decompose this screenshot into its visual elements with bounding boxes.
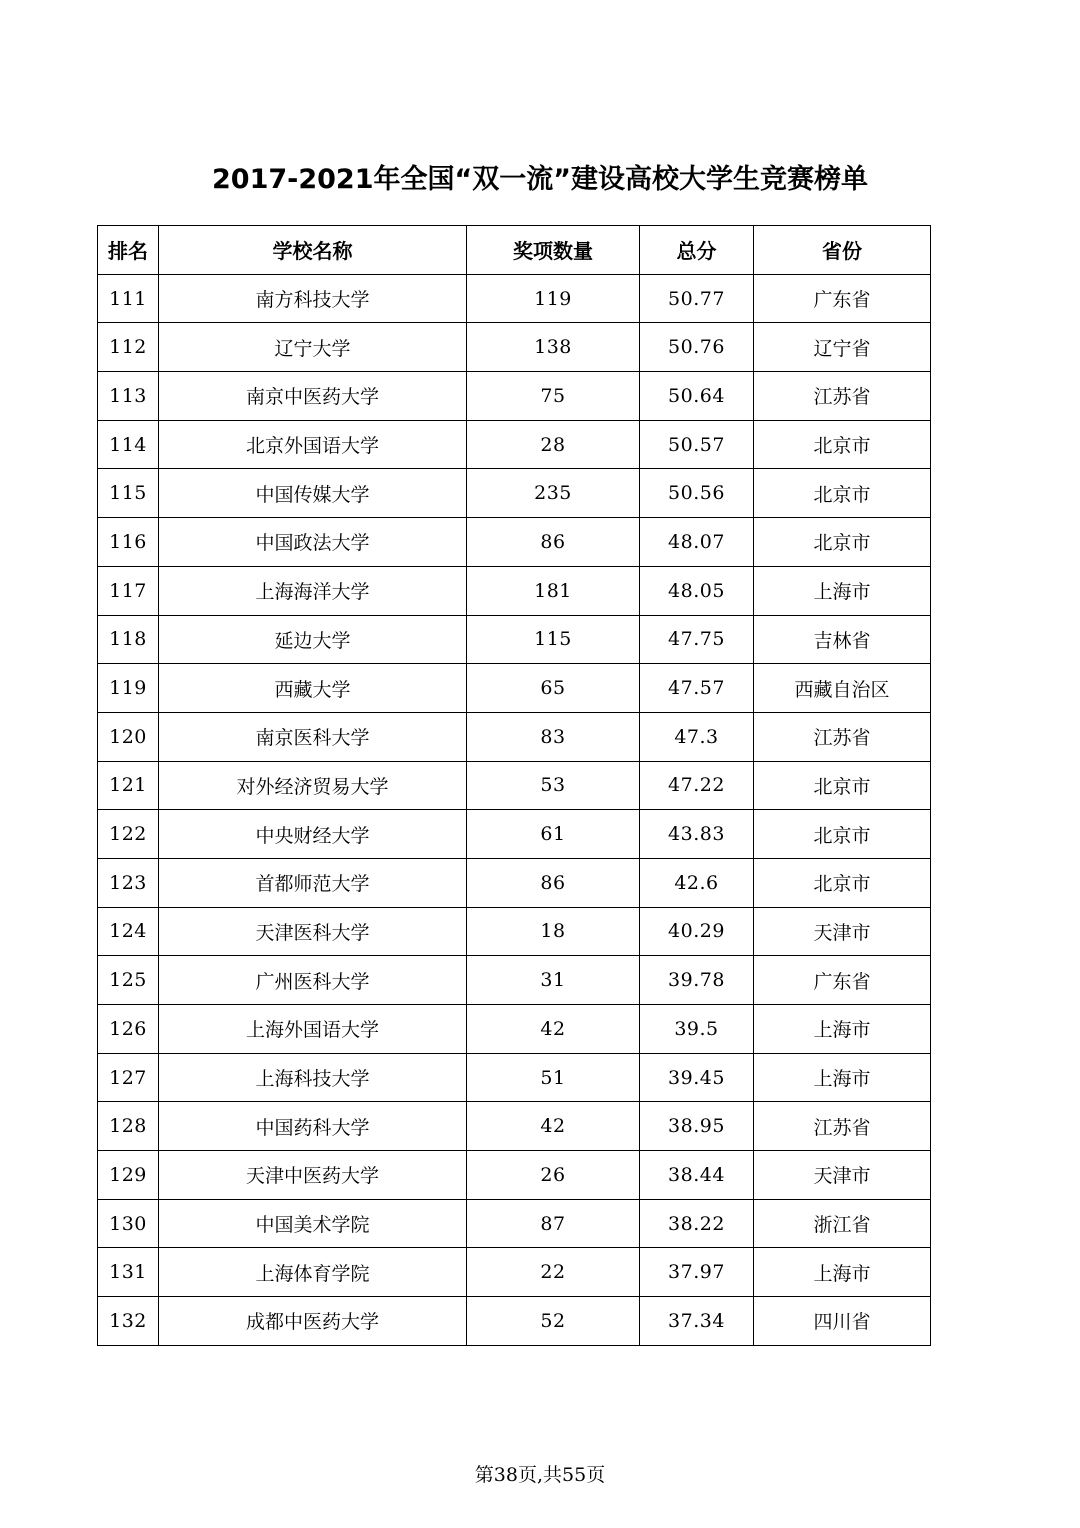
table-row [98, 1199, 931, 1248]
cell-rank: 129 [98, 1151, 159, 1200]
column-header-awards: 奖项数量 [467, 226, 640, 275]
table-row [98, 810, 931, 859]
cell-school: 中国美术学院 [159, 1199, 467, 1248]
cell-school: 上海科技大学 [159, 1053, 467, 1102]
column-header-rank: 排名 [98, 226, 159, 275]
cell-school: 中国传媒大学 [159, 469, 467, 518]
cell-score: 43.83 [640, 810, 754, 859]
table-row [98, 323, 931, 372]
cell-rank: 130 [98, 1199, 159, 1248]
cell-score: 47.22 [640, 761, 754, 810]
cell-rank: 117 [98, 566, 159, 615]
cell-rank: 116 [98, 518, 159, 567]
cell-awards: 42 [467, 1005, 640, 1054]
cell-province: 上海市 [754, 1248, 931, 1297]
cell-province: 北京市 [754, 420, 931, 469]
cell-rank: 122 [98, 810, 159, 859]
cell-awards: 83 [467, 712, 640, 761]
cell-score: 39.45 [640, 1053, 754, 1102]
table-row [98, 1151, 931, 1200]
cell-score: 50.56 [640, 469, 754, 518]
cell-province: 四川省 [754, 1297, 931, 1346]
cell-awards: 42 [467, 1102, 640, 1151]
table-row [98, 469, 931, 518]
cell-score: 50.76 [640, 323, 754, 372]
table-row [98, 956, 931, 1005]
cell-score: 50.64 [640, 372, 754, 421]
cell-awards: 86 [467, 518, 640, 567]
column-header-school: 学校名称 [159, 226, 467, 275]
cell-school: 对外经济贸易大学 [159, 761, 467, 810]
cell-awards: 31 [467, 956, 640, 1005]
cell-rank: 119 [98, 664, 159, 713]
ranking-table [97, 225, 931, 1346]
cell-province: 上海市 [754, 1005, 931, 1054]
table-row [98, 1005, 931, 1054]
cell-school: 上海外国语大学 [159, 1005, 467, 1054]
table-row [98, 712, 931, 761]
table-header-row [98, 226, 931, 275]
cell-rank: 127 [98, 1053, 159, 1102]
page-number: 第38页,共55页 [474, 1464, 606, 1486]
cell-rank: 128 [98, 1102, 159, 1151]
cell-school: 首都师范大学 [159, 858, 467, 907]
cell-school: 西藏大学 [159, 664, 467, 713]
cell-province: 上海市 [754, 1053, 931, 1102]
cell-rank: 126 [98, 1005, 159, 1054]
cell-awards: 86 [467, 858, 640, 907]
cell-score: 38.95 [640, 1102, 754, 1151]
cell-school: 辽宁大学 [159, 323, 467, 372]
cell-awards: 181 [467, 566, 640, 615]
cell-rank: 132 [98, 1297, 159, 1346]
cell-school: 天津医科大学 [159, 907, 467, 956]
cell-awards: 65 [467, 664, 640, 713]
cell-province: 江苏省 [754, 712, 931, 761]
cell-awards: 61 [467, 810, 640, 859]
cell-province: 广东省 [754, 956, 931, 1005]
cell-school: 成都中医药大学 [159, 1297, 467, 1346]
cell-score: 38.22 [640, 1199, 754, 1248]
table-row [98, 1297, 931, 1346]
table-row [98, 907, 931, 956]
cell-province: 辽宁省 [754, 323, 931, 372]
cell-score: 39.5 [640, 1005, 754, 1054]
cell-school: 中央财经大学 [159, 810, 467, 859]
cell-province: 广东省 [754, 274, 931, 323]
table-body [98, 274, 931, 1345]
cell-awards: 26 [467, 1151, 640, 1200]
cell-school: 广州医科大学 [159, 956, 467, 1005]
cell-awards: 53 [467, 761, 640, 810]
cell-school: 南方科技大学 [159, 274, 467, 323]
cell-awards: 75 [467, 372, 640, 421]
column-header-score: 总分 [640, 226, 754, 275]
cell-province: 浙江省 [754, 1199, 931, 1248]
cell-rank: 115 [98, 469, 159, 518]
table-row [98, 518, 931, 567]
cell-rank: 114 [98, 420, 159, 469]
cell-province: 西藏自治区 [754, 664, 931, 713]
cell-rank: 112 [98, 323, 159, 372]
cell-awards: 119 [467, 274, 640, 323]
cell-score: 37.97 [640, 1248, 754, 1297]
cell-awards: 115 [467, 615, 640, 664]
cell-awards: 87 [467, 1199, 640, 1248]
cell-score: 40.29 [640, 907, 754, 956]
table-row [98, 664, 931, 713]
cell-province: 天津市 [754, 1151, 931, 1200]
cell-province: 江苏省 [754, 1102, 931, 1151]
cell-awards: 52 [467, 1297, 640, 1346]
cell-school: 上海海洋大学 [159, 566, 467, 615]
cell-rank: 113 [98, 372, 159, 421]
cell-score: 38.44 [640, 1151, 754, 1200]
cell-rank: 118 [98, 615, 159, 664]
cell-province: 北京市 [754, 858, 931, 907]
page-title: 2017-2021年全国“双一流”建设高校大学生竞赛榜单 [212, 164, 868, 195]
cell-score: 50.57 [640, 420, 754, 469]
cell-score: 37.34 [640, 1297, 754, 1346]
cell-school: 中国药科大学 [159, 1102, 467, 1151]
cell-rank: 111 [98, 274, 159, 323]
table-row [98, 1053, 931, 1102]
cell-rank: 125 [98, 956, 159, 1005]
cell-province: 吉林省 [754, 615, 931, 664]
column-header-province: 省份 [754, 226, 931, 275]
cell-score: 42.6 [640, 858, 754, 907]
table-row [98, 761, 931, 810]
cell-province: 江苏省 [754, 372, 931, 421]
cell-school: 南京中医药大学 [159, 372, 467, 421]
cell-score: 50.77 [640, 274, 754, 323]
cell-province: 北京市 [754, 518, 931, 567]
cell-school: 北京外国语大学 [159, 420, 467, 469]
table-row [98, 372, 931, 421]
cell-rank: 121 [98, 761, 159, 810]
cell-score: 39.78 [640, 956, 754, 1005]
table-row [98, 1102, 931, 1151]
cell-rank: 131 [98, 1248, 159, 1297]
table-row [98, 566, 931, 615]
cell-score: 48.05 [640, 566, 754, 615]
cell-school: 南京医科大学 [159, 712, 467, 761]
cell-school: 中国政法大学 [159, 518, 467, 567]
table-row [98, 858, 931, 907]
cell-province: 北京市 [754, 810, 931, 859]
cell-province: 北京市 [754, 761, 931, 810]
cell-score: 47.3 [640, 712, 754, 761]
cell-score: 47.57 [640, 664, 754, 713]
cell-awards: 18 [467, 907, 640, 956]
cell-rank: 123 [98, 858, 159, 907]
cell-province: 上海市 [754, 566, 931, 615]
cell-province: 北京市 [754, 469, 931, 518]
cell-awards: 22 [467, 1248, 640, 1297]
table-row [98, 615, 931, 664]
table-row [98, 1248, 931, 1297]
table-row [98, 274, 931, 323]
cell-school: 上海体育学院 [159, 1248, 467, 1297]
cell-score: 48.07 [640, 518, 754, 567]
cell-school: 天津中医药大学 [159, 1151, 467, 1200]
cell-awards: 51 [467, 1053, 640, 1102]
cell-rank: 124 [98, 907, 159, 956]
cell-awards: 138 [467, 323, 640, 372]
table-row [98, 420, 931, 469]
cell-province: 天津市 [754, 907, 931, 956]
cell-rank: 120 [98, 712, 159, 761]
cell-awards: 235 [467, 469, 640, 518]
cell-school: 延边大学 [159, 615, 467, 664]
cell-awards: 28 [467, 420, 640, 469]
cell-score: 47.75 [640, 615, 754, 664]
